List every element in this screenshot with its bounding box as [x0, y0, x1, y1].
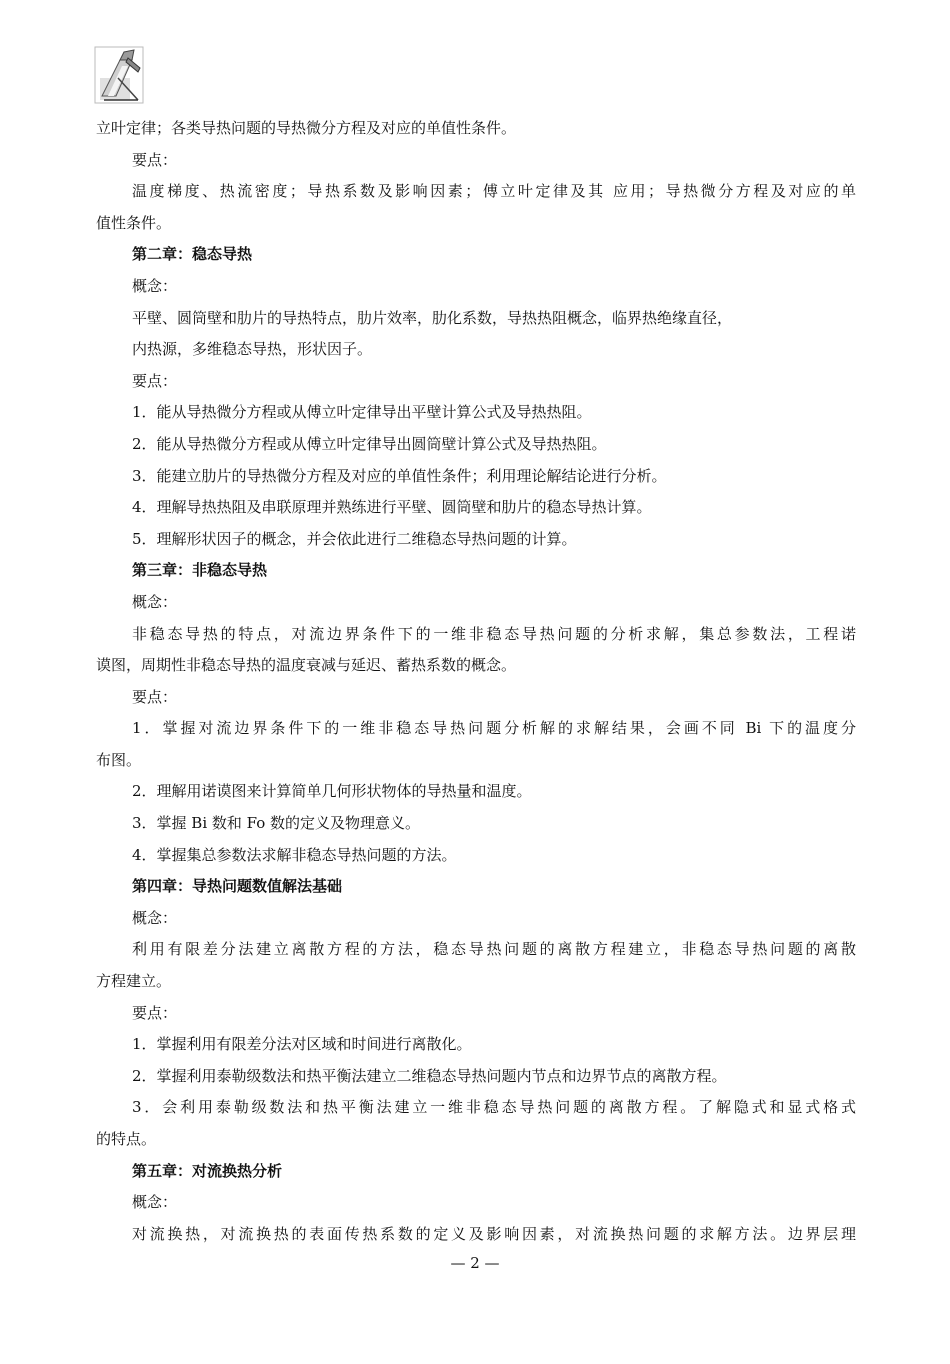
paragraph-line: 方程建立。 [96, 972, 172, 991]
paragraph-line: 利用有限差分法建立离散方程的方法，稳态导热问题的离散方程建立，非稳态导热问题的离散 [132, 940, 856, 959]
paragraph-line: 非稳态导热的特点，对流边界条件下的一维非稳态导热问题的分析求解，集总参数法，工程诺 [132, 624, 856, 643]
chapter-heading: 第四章：导热问题数值解法基础 [132, 877, 343, 896]
text-line: 概念： [132, 908, 178, 927]
text-line: 平壁、圆筒壁和肋片的导热特点，肋片效率，肋化系数，导热热阻概念，临界热绝缘直径， [132, 308, 733, 327]
paragraph-line: 谟图，周期性非稳态导热的温度衰减与延迟、蓄热系数的概念。 [96, 656, 517, 675]
text-line: 1．能从导热微分方程或从傅立叶定律导出平壁计算公式及导热热阻。 [132, 403, 592, 422]
paragraph-line: 的特点。 [96, 1130, 157, 1148]
text-line: 要点： [132, 371, 178, 390]
paragraph-line: 温度梯度、热流密度；导热系数及影响因素；傅立叶定律及其 应用；导热微分方程及对应的单 [132, 182, 856, 201]
text-line: 1．掌握利用有限差分法对区域和时间进行离散化。 [132, 1035, 472, 1054]
paragraph-line: 立叶定律；各类导热问题的导热微分方程及对应的单值性条件。 [96, 119, 517, 137]
paragraph-line: 布图。 [96, 750, 142, 769]
text-line: 要点： [132, 150, 178, 169]
chapter-heading: 第二章：稳态导热 [132, 245, 253, 264]
text-line: 2．能从导热微分方程或从傅立叶定律导出圆筒壁计算公式及导热热阻。 [132, 434, 607, 453]
text-line: 概念： [132, 276, 178, 295]
chapter-heading: 第三章：非稳态导热 [132, 561, 268, 580]
text-line: 5．理解形状因子的概念，并会依此进行二维稳态导热问题的计算。 [132, 529, 577, 548]
text-line: 概念： [132, 1193, 178, 1212]
chapter-heading: 第五章：对流换热分析 [132, 1161, 283, 1180]
text-line: 要点： [132, 1003, 178, 1022]
text-line: 3．掌握 Bi 数和 Fo 数的定义及物理意义。 [132, 814, 421, 833]
paragraph-line: 值性条件。 [96, 213, 172, 232]
publisher-logo-icon [94, 46, 144, 104]
paragraph-line: 1．掌握对流边界条件下的一维非稳态导热问题分析解的求解结果，会画不同 Bi 下的温度分 [132, 719, 856, 738]
text-line: 2．理解用诺谟图来计算简单几何形状物体的导热量和温度。 [132, 782, 532, 801]
text-line: 2．掌握利用泰勒级数法和热平衡法建立二维稳态导热问题内节点和边界节点的离散方程。 [132, 1066, 727, 1085]
text-line: 4．理解导热热阻及串联原理并熟练进行平壁、圆筒壁和肋片的稳态导热计算。 [132, 498, 652, 517]
text-line: 概念： [132, 592, 178, 611]
document-body [96, 113, 856, 1250]
text-line: 内热源，多维稳态导热，形状因子。 [132, 340, 373, 359]
text-line: 要点： [132, 687, 178, 706]
text-line: 4．掌握集总参数法求解非稳态导热问题的方法。 [132, 845, 457, 864]
page-number: — 2 — [450, 1254, 500, 1272]
text-line: 3．能建立肋片的导热微分方程及对应的单值性条件；利用理论解结论进行分析。 [132, 466, 667, 485]
paragraph-line: 对流换热，对流换热的表面传热系数的定义及影响因素，对流换热问题的求解方法。边界层理 [132, 1224, 856, 1243]
paragraph-line: 3．会利用泰勒级数法和热平衡法建立一维非稳态导热问题的离散方程。了解隐式和显式格式 [132, 1098, 856, 1117]
